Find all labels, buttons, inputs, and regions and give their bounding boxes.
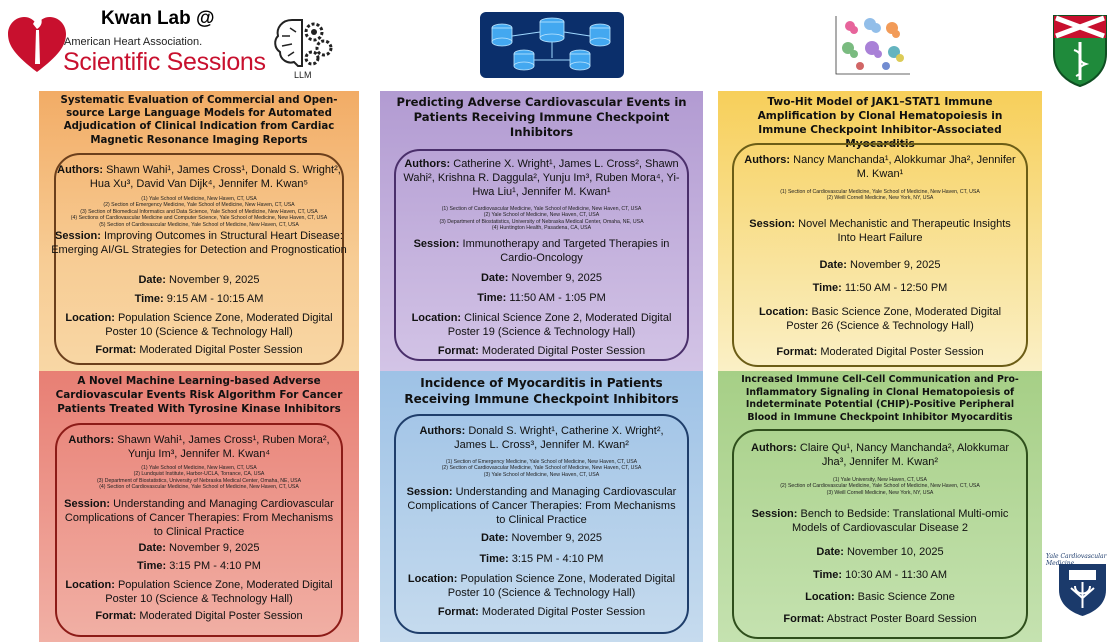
authors-label: Authors: [419,425,466,437]
location-label: Location: [65,579,115,591]
poster-panel-5 [380,371,703,642]
date-value: November 9, 2025 [850,259,941,271]
aha-event-name: Scientific Sessions [63,48,266,76]
authors-list: Catherine X. Wright¹, James L. Cross², Shawn Wahi², Krishna R. Daggula², Yunju Im³, Ruben Mora⁴, Yi-Hwa Liu¹, Jennifer M. Kwan¹ [403,158,680,198]
date-value: November 9, 2025 [511,532,603,544]
session-label: Session: [413,238,460,250]
date [380,531,703,545]
session [39,229,359,257]
format-value: Moderated Digital Poster Session [139,610,303,622]
poster-title: Increased Immune Cell-Cell Communication and Pro-Inflammatory Signaling in Clonal Hematopoiesis of Indeterminate Potential (CHIP)-Positive Peripheral Blood in Immune Checkpoint Inhibitor Myocarditis [741,374,1019,423]
session-label: Session: [64,498,111,510]
location-value: Basic Science Zone, Moderated Digital Poster 26 (Science & Technology Hall) [786,306,1002,332]
date [39,273,359,287]
session [718,507,1042,535]
session-label: Session: [406,486,453,498]
session [718,217,1042,245]
lab-title: Kwan Lab @ [101,8,215,29]
location [718,305,1042,333]
time [380,552,703,566]
affiliations: (1) Yale School of Medicine, New Haven, CT, USA (2) Section of Emergency Medicine, Yale School of Medicine, New Haven, CT, USA (3) Section of Biomedical Informatics and Data Science, Yale School of Medicine, New Haven, CT, USA (4) Sections of Cardiovascular Medicine and Computer Science, Yale School of Medicine, New Haven, CT, USA (5) Section of Cardiovascular Medicine, Yale School of Medicine, New Haven, CT, USA [70,196,328,228]
llm-label: LLM [294,70,312,80]
format [718,612,1042,626]
affiliations: (1) Section of Cardiovascular Medicine, Yale School of Medicine, New Haven, CT, USA (2) Yale School of Medicine, New Haven, CT, USA (3) Department of Biostatistics, University of Nebraska Medical Center, Omaha, NE, USA (4) Huntington Health, Pasadena, CA, USA [439,206,644,232]
authors-list: Shawn Wahi¹, James Cross¹, Donald S. Wright², Hua Xu³, David Van Dijk⁴, Jennifer M. Kwan⁵ [89,164,341,190]
location [39,578,359,606]
session [39,497,359,539]
location-value: Basic Science Zone [857,591,955,603]
session-value: Immunotherapy and Targeted Therapies in Cardio-Oncology [462,238,670,264]
authors [718,153,1042,181]
location-value: Population Science Zone, Moderated Digital Poster 10 (Science & Technology Hall) [105,312,333,338]
authors [39,163,359,191]
tsne-scatter-icon [830,14,912,78]
location [39,311,359,339]
authors [39,433,359,461]
format [718,345,1042,359]
location-value: Population Science Zone, Moderated Digital Poster 10 (Science & Technology Hall) [105,579,333,605]
session-value: Understanding and Managing Cardiovascular Complications of Cancer Therapies: From Mechanisms to Clinical Practice [64,498,334,538]
date-value: November 9, 2025 [169,274,260,286]
session-label: Session: [751,508,798,520]
aha-heart-torch-icon [6,12,68,78]
location [380,572,703,600]
format-label: Format: [95,344,137,356]
session-label: Session: [55,230,101,242]
session [380,485,703,527]
time-value: 3:15 PM - 4:10 PM [169,560,261,572]
time-value: 10:30 AM - 11:30 AM [845,569,948,581]
date-label: Date: [816,546,844,558]
format-value: Abstract Poster Board Session [826,613,977,625]
poster-title: Systematic Evaluation of Commercial and Open-source Large Language Models for Automated Adjudication of Clinical Indication from Cardiac Magnetic Resonance Imaging Reports [60,95,338,146]
poster-panel-3 [718,91,1042,371]
session-value: Understanding and Managing Cardiovascular Complications of Cancer Therapies: From Mechanisms to Clinical Practice [407,486,677,526]
authors [380,424,703,452]
time-value: 9:15 AM - 10:15 AM [166,293,264,305]
poster-panel-6 [718,371,1042,642]
format-label: Format: [776,346,818,358]
database-network-icon [480,12,624,78]
location [380,311,703,339]
time-label: Time: [134,293,164,305]
affiliations: (1) Section of Emergency Medicine, Yale School of Medicine, New Haven, CT, USA (2) Section of Cardiovascular Medicine, Yale School of Medicine, New Haven, CT, USA (3) Yale School of Medicine, New Haven, CT, USA [441,459,642,478]
time [380,291,703,305]
poster-title: Predicting Adverse Cardiovascular Events in Patients Receiving Immune Checkpoint Inhibitors [396,95,687,139]
ycm-label: Yale Cardiovascular Medicine [1046,553,1107,567]
date [718,258,1042,272]
authors-label: Authors: [404,158,451,170]
location-label: Location: [407,573,458,585]
session-value: Bench to Bedside: Translational Multi-omic Models of Cardiovascular Disease 2 [791,508,1009,534]
authors-list: Donald S. Wright¹, Catherine X. Wright², James L. Cross³, Jennifer M. Kwan² [454,425,664,451]
location-label: Location: [411,312,462,324]
time [718,281,1042,295]
format-label: Format: [437,606,479,618]
format-value: Moderated Digital Poster Session [481,606,646,618]
authors-label: Authors: [751,442,797,454]
session-label: Session: [749,218,796,230]
affiliations: (1) Yale School of Medicine, New Haven, CT, USA (2) Lundquist Institute, Harbor-UCLA, Torrance, CA, USA (3) Department of Biostatistics, University of Nebraska Medical Center, Omaha, NE, USA (4) Section of Cardiovascular Medicine, Yale School of Medicine, New Haven, CT, USA [96,465,302,491]
format-value: Moderated Digital Poster Session [139,344,303,356]
poster-panel-4 [39,371,359,642]
location-label: Location: [758,306,809,318]
location-value: Population Science Zone, Moderated Digital Poster 10 (Science & Technology Hall) [447,573,676,599]
authors-list: Shawn Wahi¹, James Cross¹, Ruben Mora², Yunju Im³, Jennifer M. Kwan⁴ [117,434,330,460]
format-label: Format: [437,345,479,357]
authors [380,157,703,199]
authors-list: Nancy Manchanda¹, Alokkumar Jha², Jennifer M. Kwan¹ [793,154,1016,180]
date [380,271,703,285]
format [39,609,359,623]
time-label: Time: [812,282,842,294]
date-value: November 9, 2025 [169,542,260,554]
time [39,559,359,573]
aha-org-name: American Heart Association. [64,36,203,48]
date-value: November 9, 2025 [511,272,603,284]
affiliations: (1) Yale University, New Haven, CT, USA (2) Section of Cardiovascular Medicine, Yale School of Medicine, New Haven, CT, USA (3) Weill Cornell Medicine, New York, NY, USA [780,477,980,496]
location-value: Clinical Science Zone 2, Moderated Digital Poster 19 (Science & Technology Hall) [447,312,672,338]
authors-label: Authors: [57,164,103,176]
format-value: Moderated Digital Poster Session [481,345,646,357]
time [39,292,359,306]
format [380,605,703,619]
format-value: Moderated Digital Poster Session [820,346,984,358]
affiliations: (1) Section of Cardiovascular Medicine, Yale School of Medicine, New Haven, CT, USA (2) Weill Cornell Medicine, New York, NY, USA [780,189,980,202]
location-label: Location: [65,312,115,324]
poster-title: A Novel Machine Learning-based Adverse Cardiovascular Events Risk Algorithm For Cancer Patients Treated With Tyrosine Kinase Inhibitors [55,375,343,415]
location-label: Location: [805,591,855,603]
date-value: November 10, 2025 [846,546,944,558]
yale-shield-icon [1052,14,1108,88]
session-value: Novel Mechanistic and Therapeutic Insights Into Heart Failure [798,218,1011,244]
poster-panel-2 [380,91,703,371]
time [718,568,1042,582]
authors-label: Authors: [68,434,115,446]
time-value: 11:50 AM - 12:50 PM [844,282,948,294]
date-label: Date: [480,532,509,544]
session [380,237,703,265]
date [718,545,1042,559]
session-value: Improving Outcomes in Structural Heart Disease: Emerging AI/GL Strategies for Detection and Prognostication [51,230,347,256]
time-label: Time: [137,560,167,572]
time-label: Time: [477,292,507,304]
date [39,541,359,555]
time-label: Time: [812,569,843,581]
date-label: Date: [480,272,509,284]
location [718,590,1042,604]
date-label: Date: [138,274,166,286]
format-label: Format: [783,613,825,625]
authors-list: Claire Qu¹, Nancy Manchanda², Alokkumar Jha³, Jennifer M. Kwan² [799,442,1009,468]
authors [718,441,1042,469]
time-value: 3:15 PM - 4:10 PM [511,553,604,565]
format [39,343,359,357]
poster-panel-1 [39,91,359,371]
date-label: Date: [138,542,166,554]
poster-title: Two-Hit Model of JAK1–STAT1 Immune Amplification by Clonal Hematopoiesis in Immune Checkpoint Inhibitor-Associated Myocarditis [757,96,1003,150]
time-label: Time: [479,553,509,565]
authors-label: Authors: [744,154,791,166]
time-value: 11:50 AM - 1:05 PM [509,292,606,304]
format [380,344,703,358]
date-label: Date: [819,259,847,271]
poster-title: Incidence of Myocarditis in Patients Receiving Immune Checkpoint Inhibitors [404,376,679,406]
format-label: Format: [95,610,137,622]
